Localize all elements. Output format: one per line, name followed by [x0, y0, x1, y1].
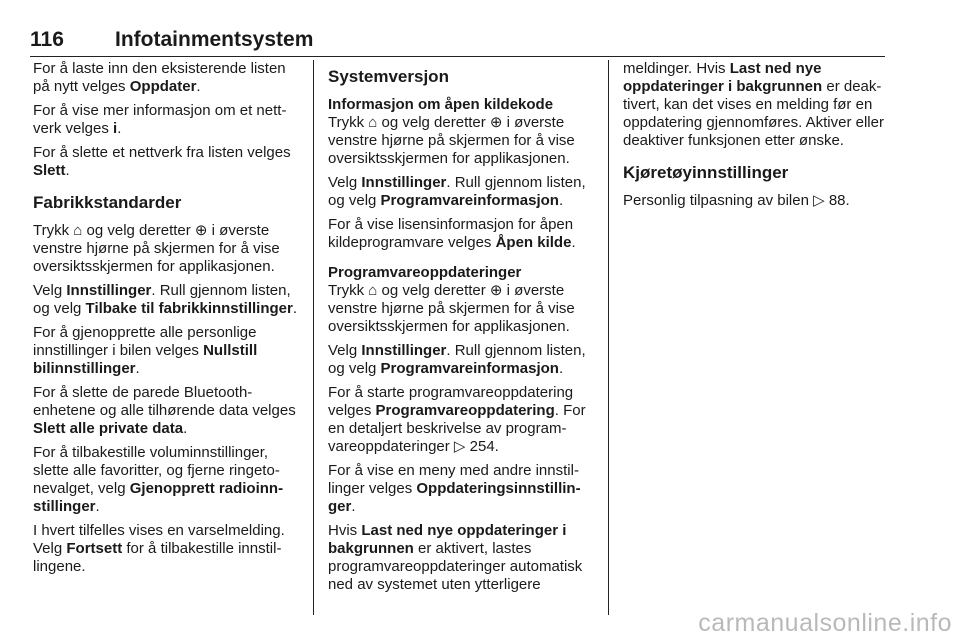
paragraph-nullstill [33, 324, 301, 378]
home-icon: ⌂ [368, 114, 378, 131]
emphasis-term: Slett [33, 162, 66, 179]
text-run: er aktivert, lastes programvareoppdateringer automatisk ned av systemet uten ytterligere [328, 540, 583, 593]
text-run: og velg deretter [82, 222, 195, 239]
page-number: 116 [30, 28, 64, 51]
text-run: . [292, 300, 297, 317]
text-run: For å slette et nettverk fra listen velges [33, 144, 291, 161]
text-run: Velg [328, 342, 362, 359]
paragraph-trykk-home-2 [328, 114, 596, 168]
text-run: . [558, 360, 564, 377]
heading-systemversjon: Systemversjon [328, 67, 449, 86]
emphasis-term: Slett alle private data [33, 420, 184, 437]
paragraph-trykk-home-3 [328, 282, 596, 336]
page-title: Infotainmentsystem [115, 28, 314, 51]
text-run: Trykk [328, 282, 369, 299]
paragraph-nettverk-info [33, 102, 301, 138]
emphasis-term: Nullstill bilinnstillinger [33, 342, 258, 377]
text-run: . Rull gjennom listen, og velg [33, 282, 291, 317]
emphasis-term: Innstillinger [361, 174, 447, 191]
header-rule [30, 56, 885, 57]
paragraph-last-ned-bakgrunn [328, 522, 596, 594]
text-run: For å slette de parede Bluetooth-enhetene og alle tilhørende data velges [33, 384, 296, 419]
text-run: . For en detaljert beskrivelse av programvareoppdateringer [328, 402, 586, 455]
paragraph-slett-nettverk [33, 144, 301, 180]
paragraph-lisens [328, 216, 596, 252]
text-run: . [183, 420, 188, 437]
column-2 [328, 60, 596, 600]
text-run: 88. [824, 192, 850, 209]
paragraph-radio [33, 444, 301, 516]
column-divider-1 [313, 60, 314, 615]
emphasis-term: Programvareoppdatering [375, 402, 555, 419]
text-run: I hvert tilfelles vises en varselmelding. Velg [33, 522, 285, 557]
heading-fabrikkstandarder: Fabrikkstandarder [33, 193, 182, 212]
emphasis-term: i [113, 120, 118, 137]
text-run: . [117, 120, 122, 137]
paragraph-personlig-tilpasning [623, 192, 891, 210]
page-header [30, 26, 885, 54]
paragraph-bluetooth [33, 384, 301, 438]
subheading-programvareoppdateringer: Programvareoppdateringer [328, 264, 522, 281]
emphasis-term: Fortsett [66, 540, 123, 557]
paragraph-oppdater [33, 60, 301, 96]
emphasis-term: Innstillinger [361, 342, 447, 359]
emphasis-term: Programvareinformasjon [380, 360, 559, 377]
emphasis-term: Last ned nye oppdateringer i bakgrunnen [623, 60, 823, 95]
page-ref-icon: ▷ [453, 438, 466, 455]
text-run: . [558, 192, 564, 209]
column-3 [623, 60, 891, 216]
subheading-kildekode: Informasjon om åpen kildekode [328, 96, 554, 113]
watermark: carmanualsonline.info [698, 609, 952, 637]
paragraph-trykk-home [33, 222, 301, 276]
text-run: . [571, 234, 576, 251]
text-run: Hvis [328, 522, 362, 539]
paragraph-programvareinfo-2 [328, 342, 596, 378]
text-run: og velg deretter [377, 282, 490, 299]
text-run: . [95, 498, 100, 515]
text-run: . [351, 498, 356, 515]
text-run: i øverste venstre hjørne på skjermen for å vise oversiktsskjermen for applikasjonen. [328, 114, 575, 167]
paragraph-oppdateringsinnstillinger [328, 462, 596, 516]
text-run: i øverste venstre hjørne på skjermen for å vise oversiktsskjermen for applikasjonen. [328, 282, 575, 335]
column-divider-2 [608, 60, 609, 615]
page-ref-icon: ▷ [813, 192, 825, 209]
text-run: . [65, 162, 70, 179]
home-icon: ⌂ [73, 222, 83, 239]
emphasis-term: Oppdater [129, 78, 197, 95]
column-1 [33, 60, 301, 582]
text-run: . [196, 78, 201, 95]
paragraph-velg-innstillinger [33, 282, 301, 318]
text-run: For å vise en meny med andre innstillinger velges [328, 462, 579, 497]
emphasis-term: Gjenopprett radioinnstillinger [33, 480, 284, 515]
emphasis-term: Programvareinformasjon [380, 192, 559, 209]
text-run: 254. [465, 438, 499, 455]
apps-icon: ⊕ [194, 222, 208, 239]
paragraph-meldinger [623, 60, 891, 150]
paragraph-start-oppdatering [328, 384, 596, 456]
text-run: For å gjenopprette alle personlige innstillinger i bilen velges [33, 324, 257, 359]
text-run: Personlig tilpasning av bilen [623, 192, 814, 209]
emphasis-term: Innstillinger [66, 282, 152, 299]
text-run: . Rull gjennom listen, og velg [328, 342, 586, 377]
paragraph-programvareinfo [328, 174, 596, 210]
emphasis-term: Oppdateringsinnstillinger [328, 480, 581, 515]
text-run: For å laste inn den eksisterende listen på nytt velges [33, 60, 286, 95]
heading-kjoretoyinnstillinger: Kjøretøyinnstillinger [623, 163, 789, 182]
emphasis-term: Åpen kilde [495, 234, 572, 251]
text-run: Trykk [33, 222, 74, 239]
text-run: For å vise lisensinformasjon for åpen kildeprogramvare velges [328, 216, 574, 251]
text-run: er deaktivert, kan det vises en melding før en oppdatering gjennomføres. Aktiver eller deaktiver funksjonen etter ønske. [623, 78, 884, 149]
text-run: For å starte programvareoppdatering velges [328, 384, 574, 419]
text-run: for å tilbakestille innstillingene. [33, 540, 282, 575]
text-run: . Rull gjennom listen, og velg [328, 174, 586, 209]
text-run: For å vise mer informasjon om et nettverk velges [33, 102, 287, 137]
paragraph-varselmelding [33, 522, 301, 576]
apps-icon: ⊕ [489, 282, 503, 299]
text-run: Velg [328, 174, 362, 191]
text-run: Trykk [328, 114, 369, 131]
emphasis-term: Last ned nye oppdateringer i bakgrunnen [328, 522, 567, 557]
text-run: meldinger. Hvis [623, 60, 730, 77]
apps-icon: ⊕ [489, 114, 503, 131]
text-run: For å tilbakestille voluminnstillinger, slette alle favoritter, og fjerne ringetonevalget, velg [33, 444, 280, 497]
text-run: og velg deretter [377, 114, 490, 131]
emphasis-term: Tilbake til fabrikkinnstillinger [85, 300, 293, 317]
text-run: Velg [33, 282, 67, 299]
home-icon: ⌂ [368, 282, 378, 299]
text-run: i øverste venstre hjørne på skjermen for å vise oversiktsskjermen for applikasjonen. [33, 222, 280, 275]
text-run: . [135, 360, 140, 377]
